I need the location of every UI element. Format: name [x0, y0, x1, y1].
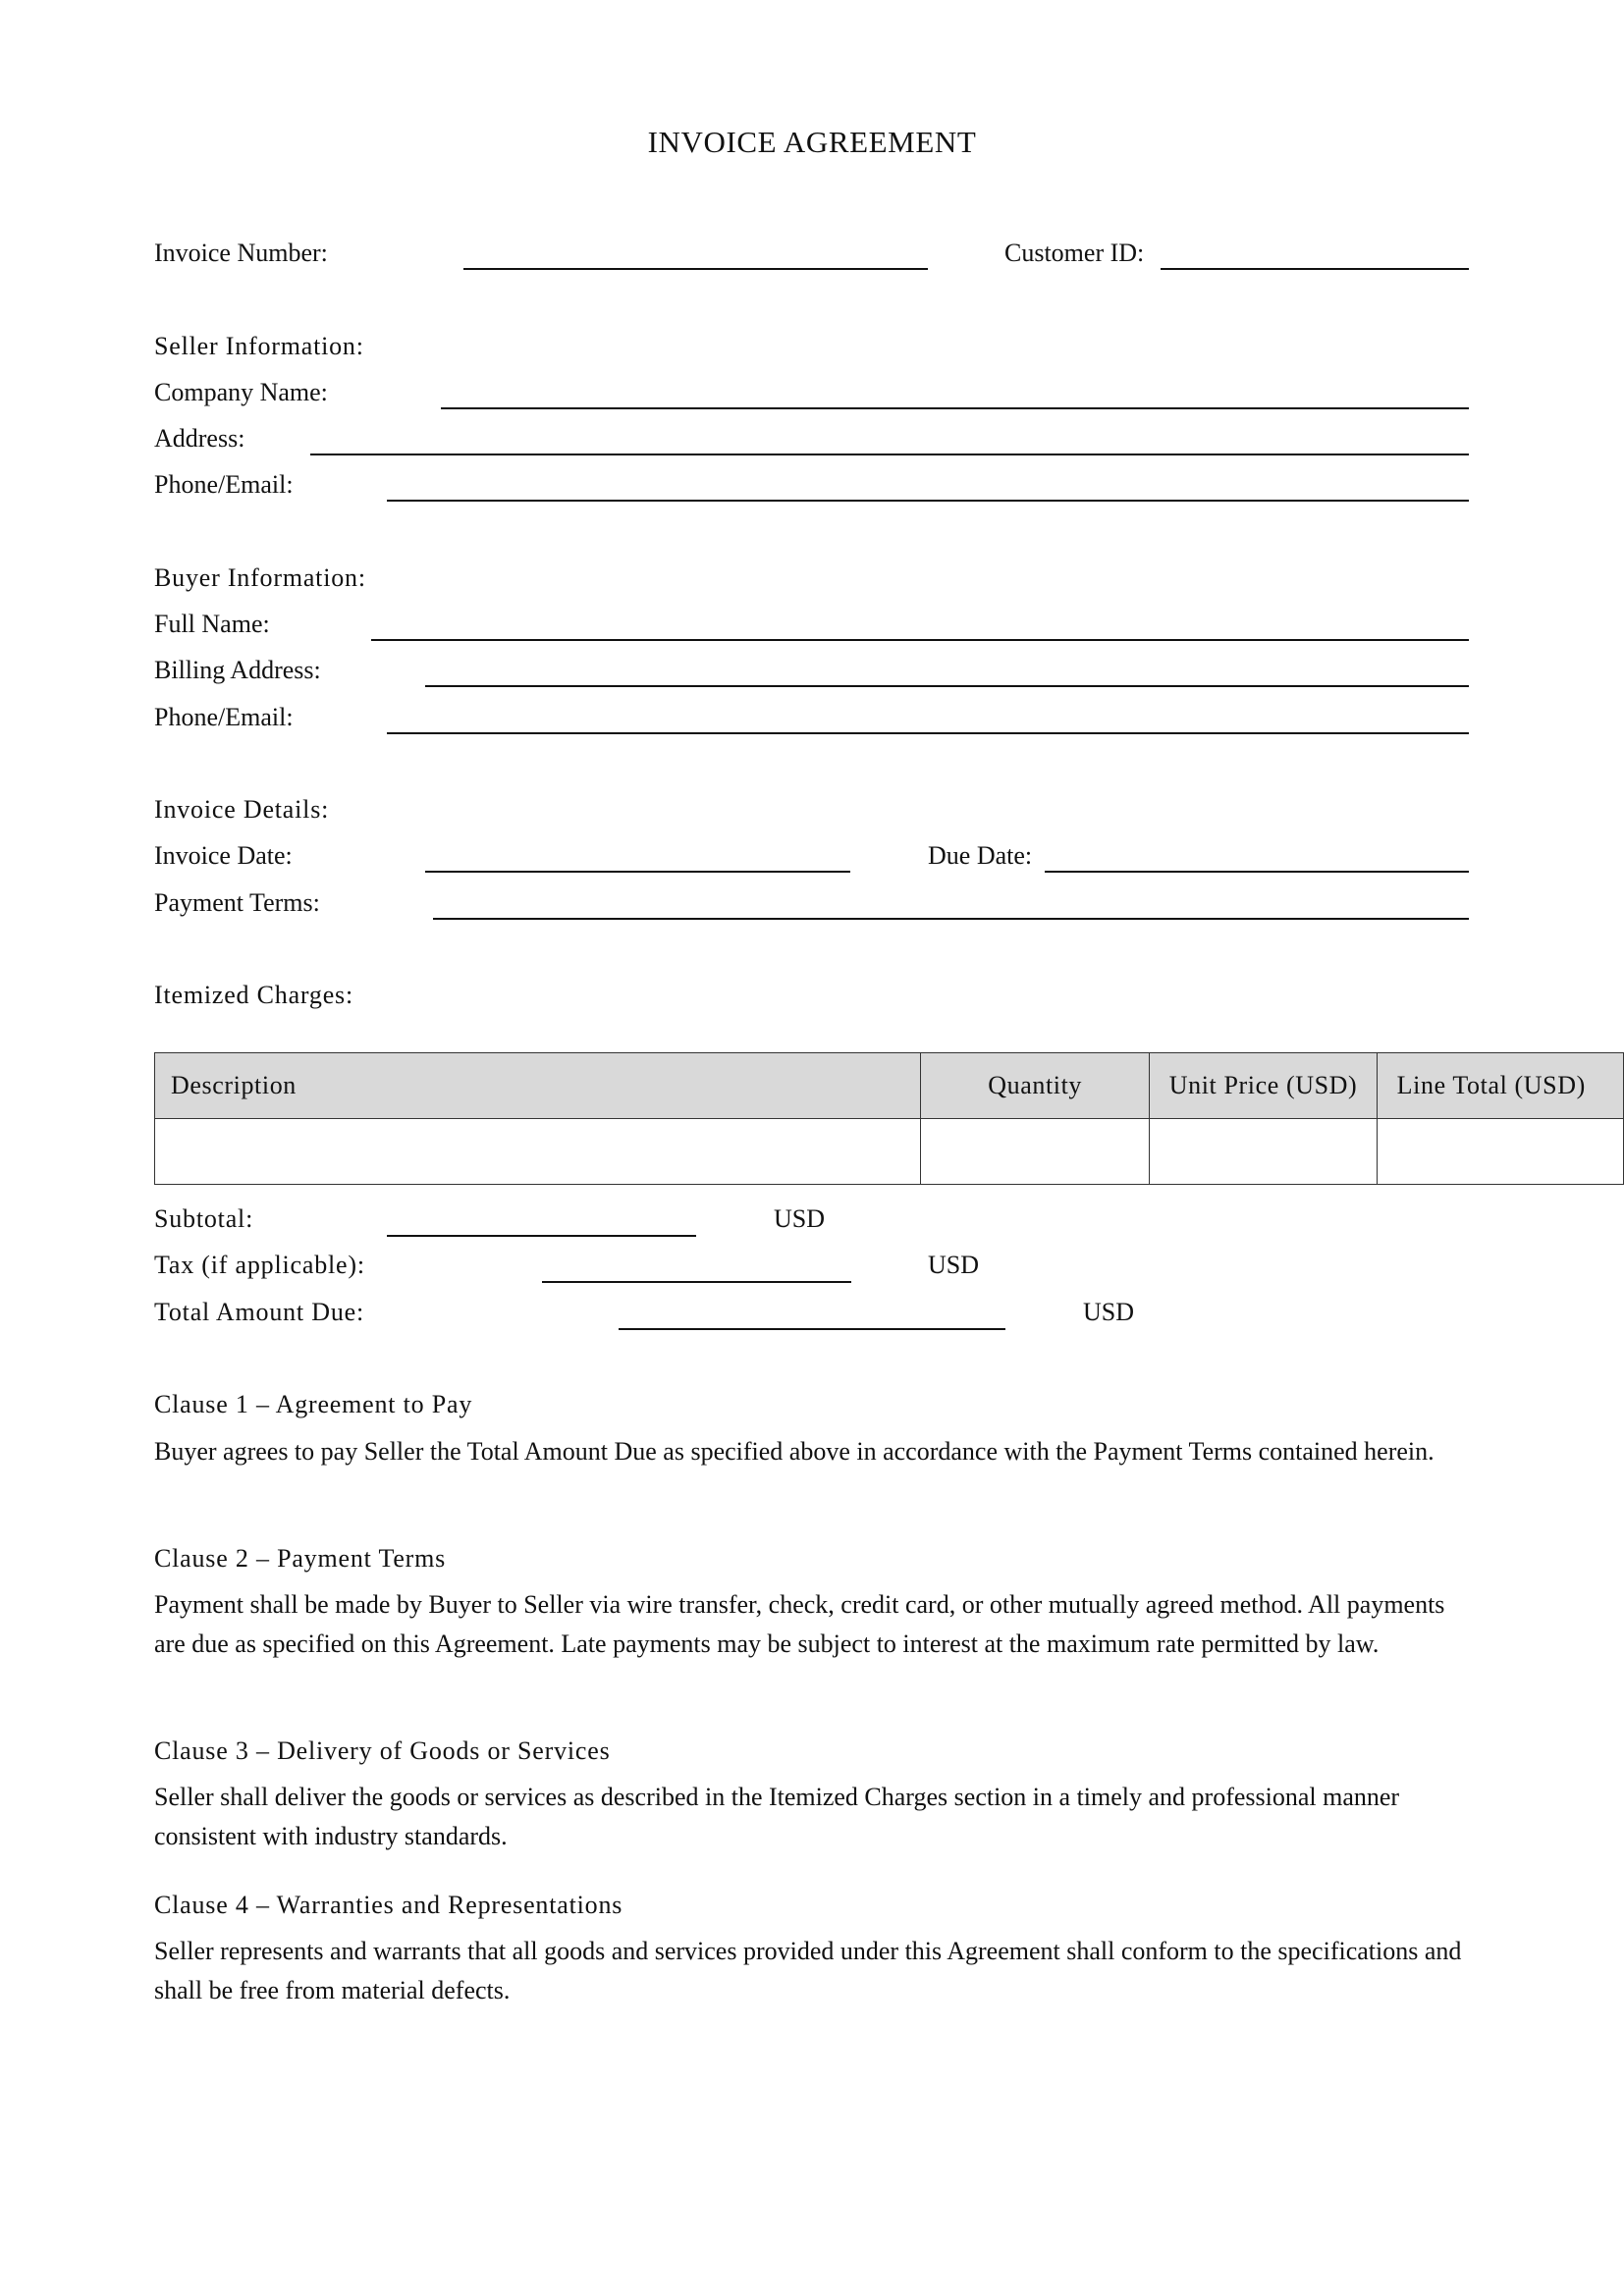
clause-3-body: Seller shall deliver the goods or services as described in the Itemized Charges section in a timely and professional manner consistent with industry standards. [154, 1783, 1400, 1850]
clause-2-body: Payment shall be made by Buyer to Seller via wire transfer, check, credit card, or other mutually agreed method. All payments are due as specified on this Agreement. Late payments may be subject to interest at the maximum rate permitted by law. [154, 1590, 1445, 1658]
full-name-label: Full Name: [154, 610, 270, 638]
buyer-phone-email-field[interactable] [387, 732, 1469, 734]
clause-1-heading: Clause 1 – Agreement to Pay [154, 1390, 473, 1418]
seller-address-field[interactable] [310, 454, 1469, 455]
total-label: Total Amount Due: [154, 1298, 364, 1326]
total-currency: USD [1083, 1298, 1135, 1326]
invoice-details-heading: Invoice Details: [154, 795, 330, 824]
due-date-field[interactable] [1045, 871, 1469, 873]
clause-1-body: Buyer agrees to pay Seller the Total Amount Due as specified above in accordance with the Payment Terms contained herein. [154, 1437, 1435, 1466]
seller-address-label: Address: [154, 424, 245, 453]
table-row [155, 1119, 1624, 1185]
clause-3-heading: Clause 3 – Delivery of Goods or Services [154, 1736, 611, 1765]
subtotal-label: Subtotal: [154, 1204, 254, 1233]
customer-id-field[interactable] [1161, 268, 1469, 270]
invoice-date-field[interactable] [425, 871, 850, 873]
tax-field[interactable] [542, 1281, 851, 1283]
clause-2-heading: Clause 2 – Payment Terms [154, 1544, 447, 1573]
buyer-phone-email-label: Phone/Email: [154, 703, 294, 731]
itemized-header-row [155, 1053, 1624, 1119]
col-unit-price: Unit Price (USD) [1150, 1053, 1377, 1119]
company-name-field[interactable] [441, 407, 1469, 409]
invoice-number-label: Invoice Number: [154, 239, 328, 267]
total-field[interactable] [619, 1328, 1005, 1330]
seller-phone-email-field[interactable] [387, 500, 1469, 502]
billing-address-label: Billing Address: [154, 656, 321, 684]
tax-label: Tax (if applicable): [154, 1251, 365, 1279]
seller-phone-email-label: Phone/Email: [154, 470, 294, 499]
subtotal-field[interactable] [387, 1235, 696, 1237]
payment-terms-label: Payment Terms: [154, 888, 320, 917]
clause-4-body: Seller represents and warrants that all goods and services provided under this Agreement shall conform to the specifications and shall be free from material defects. [154, 1937, 1462, 2004]
payment-terms-field[interactable] [433, 918, 1469, 920]
invoice-date-label: Invoice Date: [154, 841, 293, 870]
itemized-table [154, 1052, 1624, 1185]
tax-currency: USD [928, 1251, 980, 1279]
clause-4-heading: Clause 4 – Warranties and Representations [154, 1891, 623, 1919]
cell-description[interactable] [155, 1119, 921, 1185]
col-line-total: Line Total (USD) [1377, 1053, 1623, 1119]
cell-unit-price[interactable] [1150, 1119, 1377, 1185]
full-name-field[interactable] [371, 639, 1469, 641]
itemized-heading: Itemized Charges: [154, 981, 354, 1009]
col-quantity: Quantity [920, 1053, 1149, 1119]
company-name-label: Company Name: [154, 378, 328, 406]
buyer-heading: Buyer Information: [154, 563, 366, 592]
billing-address-field[interactable] [425, 685, 1469, 687]
cell-quantity[interactable] [920, 1119, 1149, 1185]
seller-heading: Seller Information: [154, 332, 364, 360]
due-date-label: Due Date: [928, 841, 1033, 870]
invoice-number-field[interactable] [463, 268, 928, 270]
col-description: Description [155, 1053, 921, 1119]
cell-line-total[interactable] [1377, 1119, 1623, 1185]
subtotal-currency: USD [774, 1204, 826, 1233]
page-title: INVOICE AGREEMENT [647, 125, 977, 159]
customer-id-label: Customer ID: [1004, 239, 1145, 267]
